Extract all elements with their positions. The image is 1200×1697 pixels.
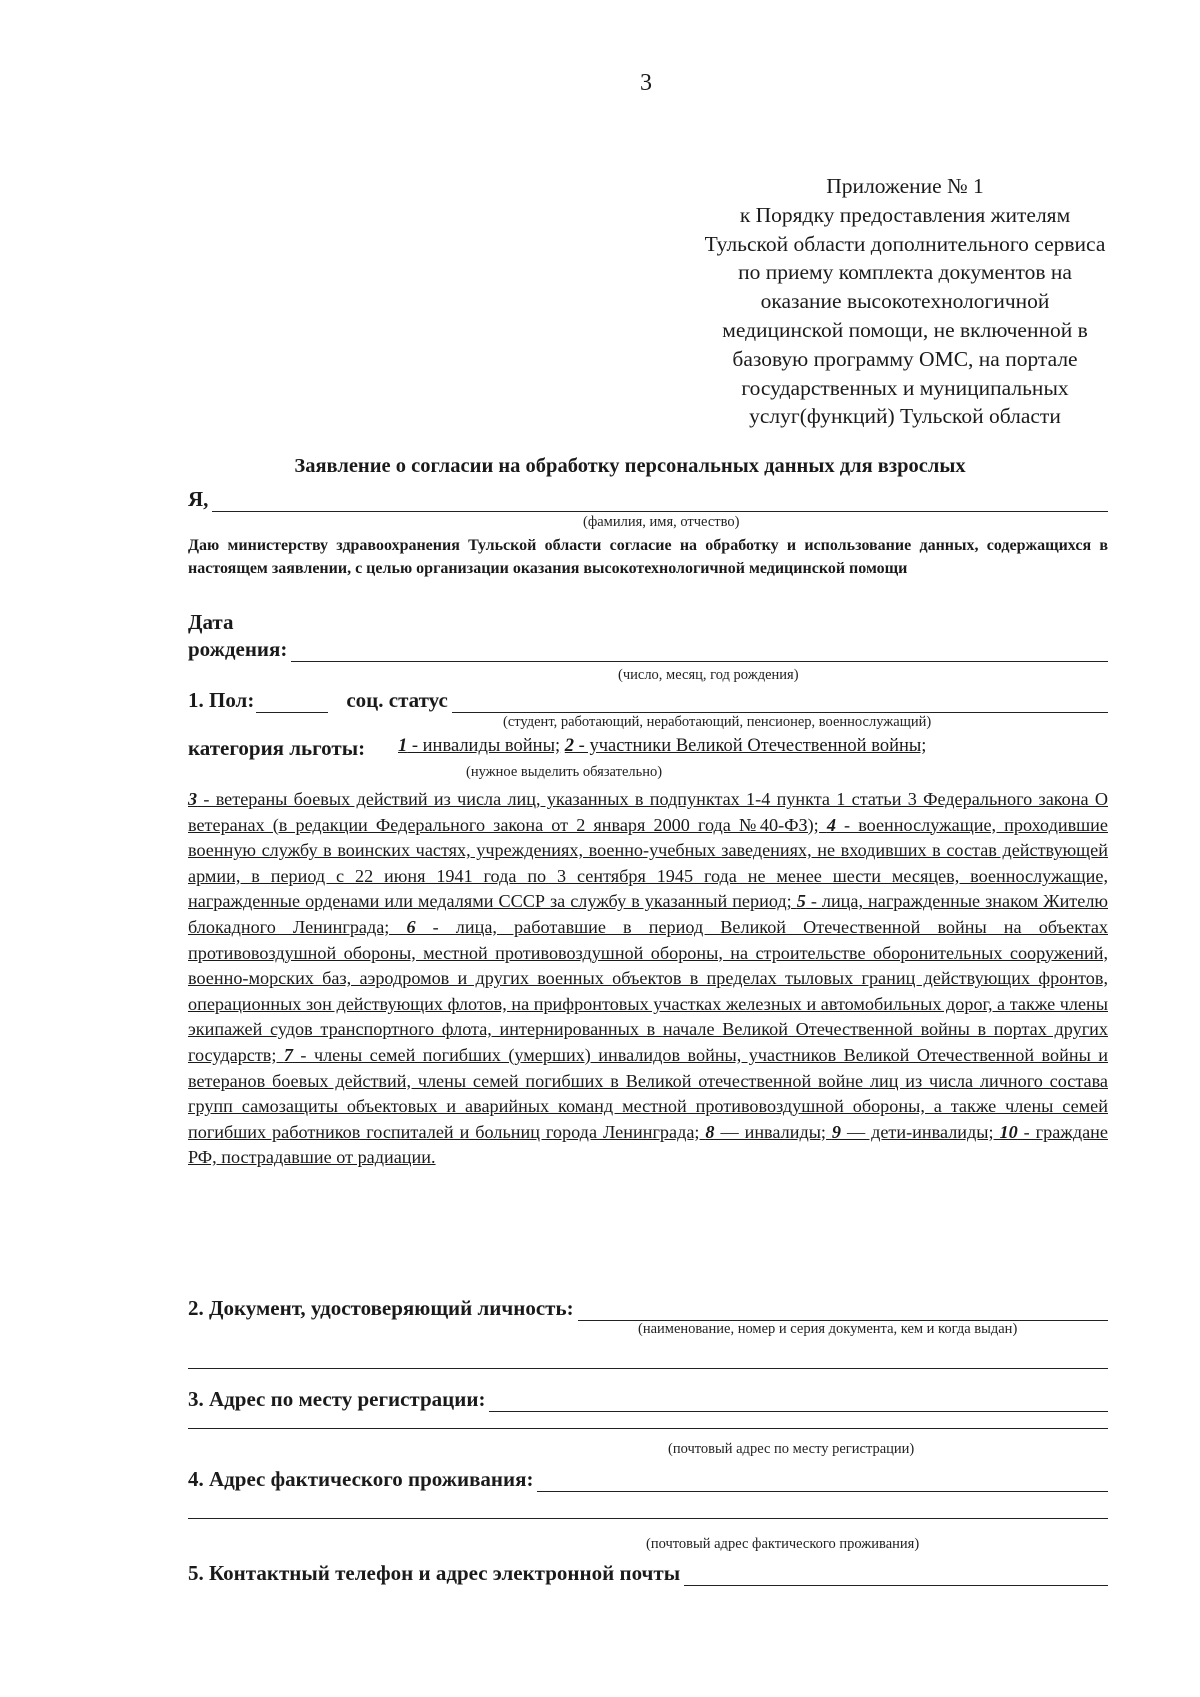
section-2-row — [188, 1296, 1108, 1321]
appendix-line: оказание высокотехнологичной — [760, 289, 1050, 314]
social-status-field[interactable] — [452, 690, 1108, 713]
document-title: Заявление о согласии на обработку персональных данных для взрослых — [294, 455, 966, 477]
identity-document-field-extra[interactable] — [188, 1368, 1108, 1369]
benefit-text[interactable]: - инвалиды войны; — [407, 736, 561, 756]
section-3-row — [188, 1387, 1108, 1412]
social-status-hint: (студент, работающий, неработающий, пенсионер, военнослужащий) — [503, 714, 932, 730]
page-number: 3 — [640, 70, 652, 96]
applicant-row — [188, 487, 1108, 512]
actual-address-hint: (почтовый адрес фактического проживания) — [646, 1536, 920, 1552]
birth-date-label-row — [188, 610, 1108, 635]
registration-address-hint: (почтовый адрес по месту регистрации) — [668, 1441, 915, 1457]
applicant-label: Я, — [188, 487, 209, 511]
appendix-line: медицинской помощи, не включенной в — [722, 317, 1088, 342]
contact-field[interactable] — [684, 1563, 1108, 1586]
identity-document-field[interactable] — [578, 1298, 1108, 1321]
appendix-line: Тульской области дополнительного сервиса — [704, 231, 1106, 256]
contact-label: 5. Контактный телефон и адрес электронной почты — [188, 1561, 681, 1585]
benefit-num[interactable]: 4 — [826, 814, 836, 835]
benefit-num[interactable]: 6 — [406, 916, 416, 937]
benefit-num[interactable]: 1 — [398, 736, 408, 756]
benefit-text[interactable]: - лица, награжденные знаком Жителю блокадного Ленинграда; — [188, 891, 1108, 937]
benefit-num[interactable]: 2 — [564, 736, 575, 756]
benefit-text[interactable]: - ветераны боевых действий из числа лиц, указанных в подпунктах 1-4 пункта 1 статьи 3 Федерального закона О ветеранах (в редакции Федерального закона от 2 января 2000 года №40-ФЗ); — [188, 789, 1108, 835]
section-1-row — [188, 688, 1108, 713]
appendix-line: услуг(функций) Тульской области — [749, 404, 1061, 429]
registration-address-field[interactable] — [489, 1389, 1108, 1412]
birth-date-hint: (число, месяц, год рождения) — [618, 667, 799, 683]
benefit-text[interactable]: - участники Великой Отечественной войны; — [574, 736, 927, 756]
birth-date-row — [188, 637, 1108, 662]
social-status-label: соц. статус — [346, 688, 448, 712]
benefit-num[interactable]: 7 — [283, 1044, 293, 1065]
benefit-first-items — [398, 736, 926, 757]
identity-document-label: 2. Документ, удостоверяющий личность: — [188, 1296, 574, 1320]
birth-date-label: Дата — [188, 610, 234, 634]
benefit-text[interactable]: — дети-инвалиды; — [841, 1121, 1000, 1142]
birth-date-field[interactable] — [291, 639, 1108, 662]
consent-text: Даю министерству здравоохранения Тульской области согласие на обработку и использование данных, содержащихся в настоящем заявлении, с целью организации оказания высокотехнологичной медицинской помощи — [188, 537, 1108, 577]
benefit-list — [188, 787, 1108, 1171]
appendix-line: по приему комплекта документов на — [738, 260, 1072, 285]
applicant-hint: (фамилия, имя, отчество) — [583, 514, 740, 530]
appendix-line: государственных и муниципальных — [741, 375, 1069, 400]
section-4-row — [188, 1467, 1108, 1492]
benefit-text[interactable]: - военнослужащие, проходившие военную службу в воинских частях, учреждениях, военно-учебных заведениях, не входивших в состав действующей армии, в период с 22 июня 1941 года по 3 сентября 1945 года не менее шести месяцев, военнослужащие, награжденные орденами или медалями СССР за службу в указанный период; — [188, 814, 1108, 912]
benefit-num[interactable]: 9 — [831, 1121, 842, 1142]
registration-address-field-extra[interactable] — [188, 1428, 1108, 1429]
gender-label: 1. Пол: — [188, 688, 255, 712]
benefit-num[interactable]: 3 — [188, 789, 198, 809]
birth-date-label-2: рождения: — [188, 637, 288, 661]
benefit-label: категория льготы: — [188, 736, 366, 760]
benefit-num[interactable]: 8 — [705, 1121, 715, 1142]
actual-address-field[interactable] — [537, 1469, 1108, 1492]
benefit-text[interactable]: - лица, работавшие в период Великой Отечественной войны на объектах противовоздушной обороны, местной противовоздушной обороны, на строительстве оборонительных сооружений, военно-морских баз, аэродромов и других военных объектов в пределах тыловых границ действующих фронтов, операционных зон действующих флотов, на прифронтовых участках железных и автомобильных дорог, а также члены экипажей судов транспортного флота, интернированных в начале Великой Отечественной войны в портах других государств; — [188, 916, 1108, 1065]
actual-address-field-extra[interactable] — [188, 1518, 1108, 1519]
benefit-text[interactable]: - граждане РФ, пострадавшие от радиации. — [188, 1121, 1108, 1168]
section-5-row — [188, 1561, 1108, 1586]
appendix-line: Приложение № 1 — [826, 174, 984, 198]
benefit-text[interactable]: — инвалиды; — [714, 1121, 832, 1142]
benefit-num[interactable]: 5 — [796, 891, 806, 912]
appendix-header — [660, 172, 1150, 431]
appendix-line: к Порядку предоставления жителям — [739, 202, 1071, 227]
actual-address-label: 4. Адрес фактического проживания: — [188, 1467, 534, 1491]
gender-field[interactable] — [256, 690, 328, 713]
identity-document-hint: (наименование, номер и серия документа, кем и когда выдан) — [638, 1321, 1018, 1337]
registration-address-label: 3. Адрес по месту регистрации: — [188, 1387, 486, 1411]
appendix-line: базовую программу ОМС, на портале — [732, 346, 1078, 371]
benefit-num[interactable]: 10 — [999, 1121, 1018, 1142]
benefit-text[interactable]: - члены семей погибших (умерших) инвалидов войны, участников Великой Отечественной войны и ветеранов боевых действий, члены семей погибших в Великой отечественной войне лиц из числа личного состава групп самозащиты объектовых и аварийных команд местной противовоздушной обороны, а также члены семей погибших работников госпиталей и больниц города Ленинграда; — [188, 1044, 1108, 1142]
applicant-name-field[interactable] — [212, 489, 1108, 512]
benefit-hint: (нужное выделить обязательно) — [466, 764, 663, 780]
